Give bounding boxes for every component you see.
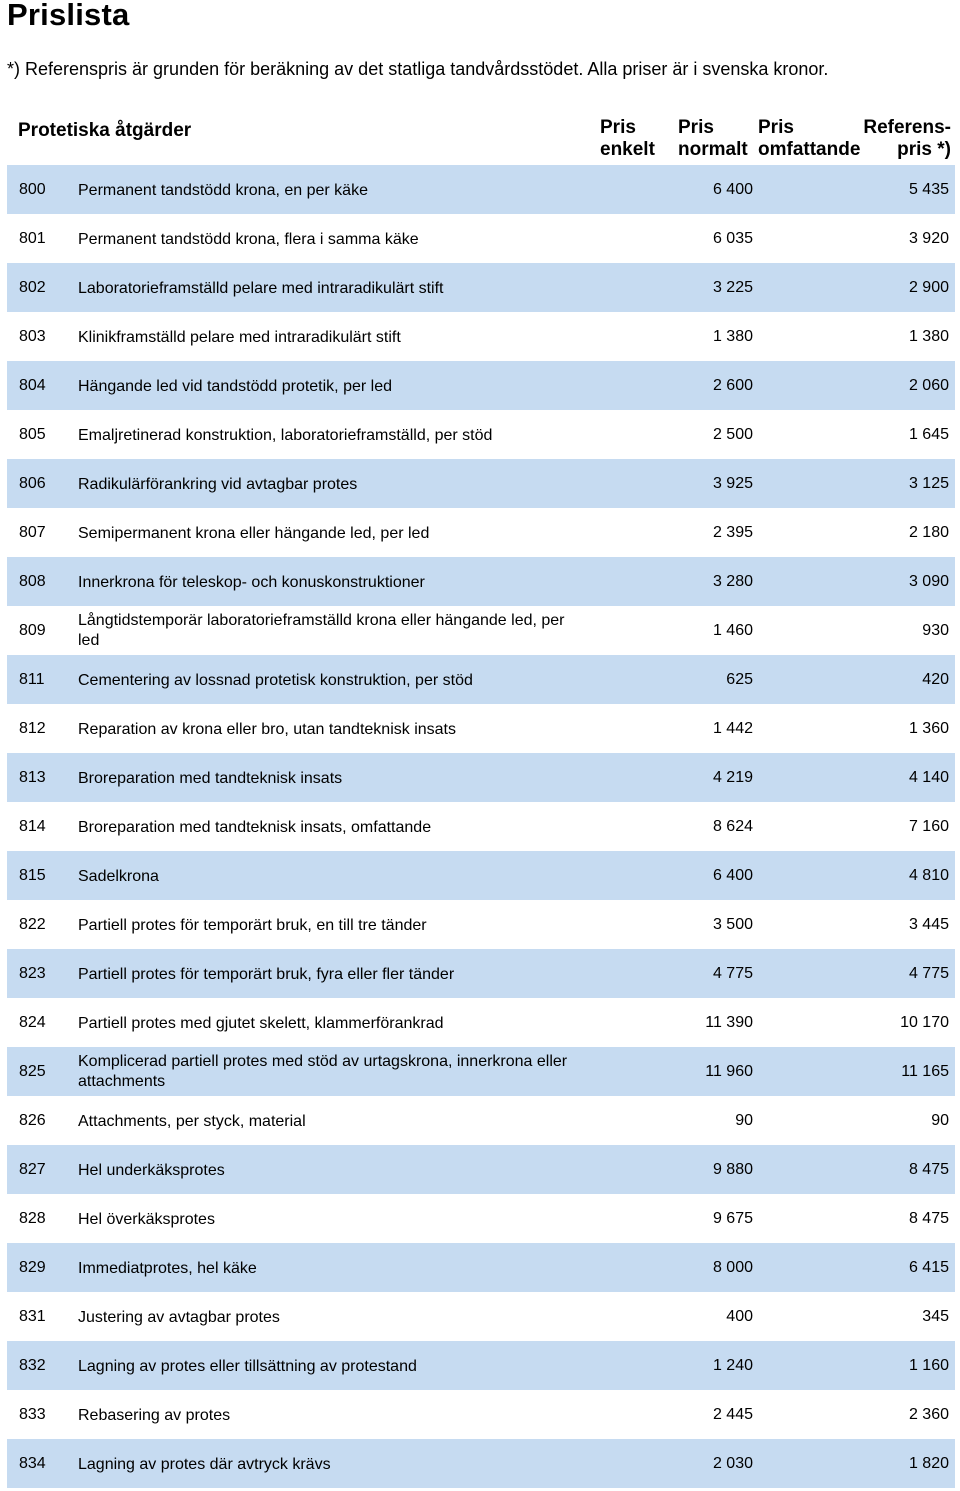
row-price-normalt: 9 675 <box>712 1210 753 1227</box>
row-code: 825 <box>19 1063 46 1080</box>
column-header-line: enkelt <box>600 139 655 160</box>
row-referenspris: 3 445 <box>908 916 949 933</box>
row-price-normalt: 8 000 <box>712 1259 753 1276</box>
row-price-normalt: 625 <box>726 671 753 688</box>
row-code: 829 <box>19 1259 46 1276</box>
column-header-line: omfattande <box>758 139 861 160</box>
row-price-normalt: 2 030 <box>712 1455 753 1472</box>
row-code: 832 <box>19 1357 46 1374</box>
row-code: 827 <box>19 1161 46 1178</box>
row-referenspris: 6 415 <box>908 1259 949 1276</box>
row-price-normalt: 1 442 <box>712 720 753 737</box>
row-code: 800 <box>19 181 46 198</box>
row-referenspris: 420 <box>922 671 949 688</box>
row-price-normalt: 2 500 <box>712 426 753 443</box>
column-header-pris-normalt <box>678 117 748 161</box>
table-row <box>7 459 955 508</box>
row-code: 824 <box>19 1014 46 1031</box>
row-referenspris: 90 <box>931 1112 949 1129</box>
row-referenspris: 2 180 <box>908 524 949 541</box>
row-referenspris: 345 <box>922 1308 949 1325</box>
row-price-normalt: 90 <box>735 1112 753 1129</box>
row-description: Broreparation med tandteknisk insats, omfattande <box>78 819 432 836</box>
row-code: 813 <box>19 769 46 786</box>
table-row <box>7 214 955 263</box>
row-description: Hel underkäksprotes <box>78 1162 225 1179</box>
row-referenspris: 2 060 <box>908 377 949 394</box>
row-price-normalt: 6 400 <box>712 181 753 198</box>
section-heading: Protetiska åtgärder <box>18 120 192 141</box>
table-row <box>7 900 955 949</box>
table-row <box>7 802 955 851</box>
table-row <box>7 1243 955 1292</box>
column-header-line: Referens- <box>863 117 951 138</box>
row-referenspris: 2 900 <box>908 279 949 296</box>
table-row <box>7 1292 955 1341</box>
row-referenspris: 1 360 <box>908 720 949 737</box>
row-referenspris: 7 160 <box>908 818 949 835</box>
row-code: 809 <box>19 622 46 639</box>
row-description: Attachments, per styck, material <box>78 1113 306 1130</box>
table-row <box>7 1096 955 1145</box>
row-price-normalt: 2 395 <box>712 524 753 541</box>
table-row <box>7 949 955 998</box>
row-referenspris: 4 775 <box>908 965 949 982</box>
row-referenspris: 1 380 <box>908 328 949 345</box>
table-row <box>7 753 955 802</box>
row-description: Cementering av lossnad protetisk konstruktion, per stöd <box>78 672 473 689</box>
row-referenspris: 3 090 <box>908 573 949 590</box>
row-code: 811 <box>19 671 45 688</box>
row-price-normalt: 4 775 <box>712 965 753 982</box>
row-description: Komplicerad partiell protes med stöd av urtagskrona, innerkrona eller attachments <box>78 1053 568 1090</box>
column-header-line: Pris <box>758 117 794 138</box>
row-description: Rebasering av protes <box>78 1407 231 1424</box>
row-price-normalt: 3 925 <box>712 475 753 492</box>
row-price-normalt: 400 <box>726 1308 753 1325</box>
table-row <box>7 998 955 1047</box>
row-code: 804 <box>19 377 46 394</box>
column-header-referenspris <box>840 117 951 161</box>
row-referenspris: 930 <box>922 622 949 639</box>
row-code: 812 <box>19 720 46 737</box>
column-header-line: normalt <box>678 139 748 160</box>
row-referenspris: 1 645 <box>908 426 949 443</box>
row-code: 815 <box>19 867 46 884</box>
row-code: 808 <box>19 573 46 590</box>
row-code: 826 <box>19 1112 46 1129</box>
table-row <box>7 508 955 557</box>
table-row <box>7 410 955 459</box>
row-price-normalt: 3 225 <box>712 279 753 296</box>
row-description: Partiell protes för temporärt bruk, en till tre tänder <box>78 917 427 934</box>
row-description: Hängande led vid tandstödd protetik, per led <box>78 378 392 395</box>
row-description: Reparation av krona eller bro, utan tandteknisk insats <box>78 721 456 738</box>
row-code: 801 <box>19 230 46 247</box>
row-referenspris: 11 165 <box>901 1063 949 1080</box>
row-price-normalt: 1 240 <box>712 1357 753 1374</box>
row-referenspris: 5 435 <box>908 181 949 198</box>
row-price-normalt: 2 445 <box>712 1406 753 1423</box>
row-description: Immediatprotes, hel käke <box>78 1260 257 1277</box>
row-price-normalt: 2 600 <box>712 377 753 394</box>
row-referenspris: 1 820 <box>908 1455 949 1472</box>
row-price-normalt: 1 380 <box>712 328 753 345</box>
row-code: 807 <box>19 524 46 541</box>
row-code: 833 <box>19 1406 46 1423</box>
row-referenspris: 10 170 <box>900 1014 949 1031</box>
row-description: Partiell protes för temporärt bruk, fyra eller fler tänder <box>78 966 455 983</box>
row-description: Permanent tandstödd krona, flera i samma käke <box>78 231 419 248</box>
row-description: Sadelkrona <box>78 868 159 885</box>
table-row <box>7 655 955 704</box>
row-description: Hel överkäksprotes <box>78 1211 215 1228</box>
table-row <box>7 1145 955 1194</box>
table-row <box>7 312 955 361</box>
price-table <box>7 165 955 1488</box>
row-referenspris: 8 475 <box>908 1161 949 1178</box>
row-description: Radikulärförankring vid avtagbar protes <box>78 476 358 493</box>
row-referenspris: 3 920 <box>908 230 949 247</box>
row-description: Lagning av protes där avtryck krävs <box>78 1456 331 1473</box>
row-code: 805 <box>19 426 46 443</box>
row-price-normalt: 6 400 <box>712 867 753 884</box>
column-header-line: pris *) <box>897 139 951 160</box>
row-referenspris: 8 475 <box>908 1210 949 1227</box>
row-price-normalt: 3 280 <box>712 573 753 590</box>
row-code: 803 <box>19 328 46 345</box>
row-referenspris: 4 140 <box>908 769 949 786</box>
row-code: 831 <box>19 1308 46 1325</box>
row-description: Långtidstemporär laboratorieframställd krona eller hängande led, per led <box>78 612 565 649</box>
row-referenspris: 2 360 <box>908 1406 949 1423</box>
table-row <box>7 1341 955 1390</box>
page-title: Prislista <box>7 0 130 32</box>
row-price-normalt: 3 500 <box>712 916 753 933</box>
row-code: 806 <box>19 475 46 492</box>
row-code: 834 <box>19 1455 46 1472</box>
table-row <box>7 606 955 655</box>
table-row <box>7 361 955 410</box>
row-price-normalt: 6 035 <box>712 230 753 247</box>
row-description: Permanent tandstödd krona, en per käke <box>78 182 368 199</box>
column-header-line: Pris <box>600 117 636 138</box>
table-row <box>7 263 955 312</box>
row-referenspris: 4 810 <box>908 867 949 884</box>
row-code: 802 <box>19 279 46 296</box>
column-header-pris-enkelt <box>600 117 655 161</box>
table-row <box>7 851 955 900</box>
row-description: Klinikframställd pelare med intraradikulärt stift <box>78 329 401 346</box>
reference-note: *) Referenspris är grunden för beräkning av det statliga tandvårdsstödet. Alla priser är i svenska kronor. <box>7 59 829 79</box>
table-row <box>7 704 955 753</box>
row-code: 828 <box>19 1210 46 1227</box>
table-row <box>7 1194 955 1243</box>
table-row <box>7 1047 955 1096</box>
row-description: Emaljretinerad konstruktion, laboratorieframställd, per stöd <box>78 427 493 444</box>
row-description: Innerkrona för teleskop- och konuskonstruktioner <box>78 574 425 591</box>
row-description: Justering av avtagbar protes <box>78 1309 280 1326</box>
row-price-normalt: 11 390 <box>705 1014 753 1031</box>
row-price-normalt: 11 960 <box>705 1063 753 1080</box>
row-code: 823 <box>19 965 46 982</box>
row-description: Partiell protes med gjutet skelett, klammerförankrad <box>78 1015 444 1032</box>
row-code: 822 <box>19 916 46 933</box>
row-referenspris: 1 160 <box>908 1357 949 1374</box>
row-code: 814 <box>19 818 46 835</box>
row-price-normalt: 9 880 <box>712 1161 753 1178</box>
row-price-normalt: 1 460 <box>712 622 753 639</box>
row-description: Laboratorieframställd pelare med intraradikulärt stift <box>78 280 444 297</box>
row-price-normalt: 4 219 <box>712 769 753 786</box>
column-header-line: Pris <box>678 117 714 138</box>
row-description: Semipermanent krona eller hängande led, per led <box>78 525 430 542</box>
table-row <box>7 1439 955 1488</box>
row-referenspris: 3 125 <box>908 475 949 492</box>
row-description: Lagning av protes eller tillsättning av protestand <box>78 1358 417 1375</box>
table-row <box>7 1390 955 1439</box>
row-description: Broreparation med tandteknisk insats <box>78 770 343 787</box>
table-row <box>7 165 955 214</box>
row-price-normalt: 8 624 <box>712 818 753 835</box>
table-row <box>7 557 955 606</box>
